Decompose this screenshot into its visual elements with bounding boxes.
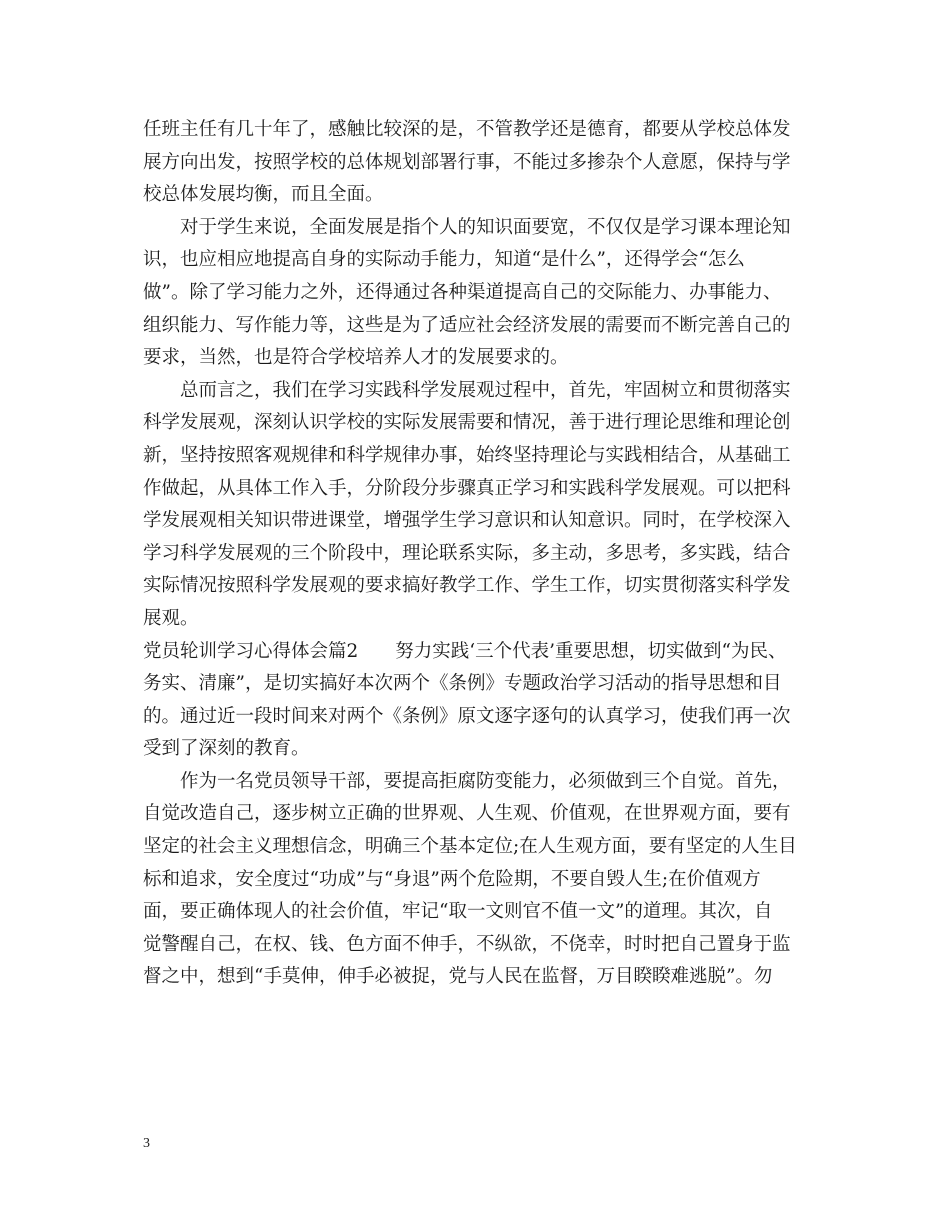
section-heading-line: 党员轮训学习心得体会篇2 努力实践‘三个代表’重要思想，切实做到“为民、 [143,640,787,662]
text-line: 督之中，想到“手莫伸，伸手必被捉，党与人民在监督，万目睽睽难逃脱”。勿 [143,966,773,988]
document-body [143,114,823,994]
text-line: 新，坚持按照客观规律和科学规律办事，始终坚持理论与实践相结合，从基础工 [143,444,791,466]
text-line: 展观。 [143,607,199,629]
text-line: 展方向出发，按照学校的总体规划部署行事，不能过多掺杂个人意愿，保持与学 [143,151,791,173]
text-line: 实际情况按照科学发展观的要求搞好教学工作、学生工作，切实贯彻落实科学发 [143,575,791,597]
text-line: 学发展观相关知识带进课堂，增强学生学习意识和认知意识。同时，在学校深入 [143,510,791,532]
text-line: 总而言之，我们在学习实践科学发展观过程中，首先，牢固树立和贯彻落实 [143,379,791,401]
text-line: 识，也应相应地提高自身的实际动手能力，知道“是什么”，还得学会“怎么 [143,249,745,271]
text-line: 学习科学发展观的三个阶段中，理论联系实际，多主动，多思考，多实践，结合 [143,542,791,564]
text-line: 受到了深刻的教育。 [143,738,310,760]
text-line: 自觉改造自己，逐步树立正确的世界观、人生观、价值观，在世界观方面，要有 [143,803,791,825]
text-line: 坚定的社会主义理想信念，明确三个基本定位;在人生观方面，要有坚定的人生目 [143,836,797,858]
text-line: 要求，当然，也是符合学校培养人才的发展要求的。 [143,347,569,369]
text-line: 校总体发展均衡，而且全面。 [143,184,384,206]
text-line: 做”。除了学习能力之外，还得通过各种渠道提高自己的交际能力、办事能力、 [143,281,782,303]
text-line: 对于学生来说，全面发展是指个人的知识面要宽，不仅仅是学习课本理论知 [143,216,791,238]
text-line: 的。通过近一段时间来对两个《条例》原文逐字逐句的认真学习，使我们再一次 [143,705,791,727]
text-line: 标和追求，安全度过“功成”与“身退”两个危险期，不要自毁人生;在价值观方 [143,868,761,890]
page-number: 3 [143,1136,150,1151]
text-line: 作做起，从具体工作入手，分阶段分步骤真正学习和实践科学发展观。可以把科 [143,477,791,499]
text-line: 觉警醒自己，在权、钱、色方面不伸手，不纵欲，不侥幸，时时把自己置身于监 [143,933,791,955]
text-line: 任班主任有几十年了，感触比较深的是，不管教学还是德育，都要从学校总体发 [143,119,791,140]
text-line: 组织能力、写作能力等，这些是为了适应社会经济发展的需要而不断完善自己的 [143,314,791,336]
text-line: 面，要正确体现人的社会价值，牢记“取一文则官不值一文”的道理。其次，自 [143,901,773,923]
text-line: 务实、清廉”，是切实搞好本次两个《条例》专题政治学习活动的指导思想和目 [143,673,782,695]
text-line: 科学发展观，深刻认识学校的实际发展需要和情况，善于进行理论思维和理论创 [143,412,791,434]
text-line: 作为一名党员领导干部，要提高拒腐防变能力，必须做到三个自觉。首先， [143,770,791,792]
